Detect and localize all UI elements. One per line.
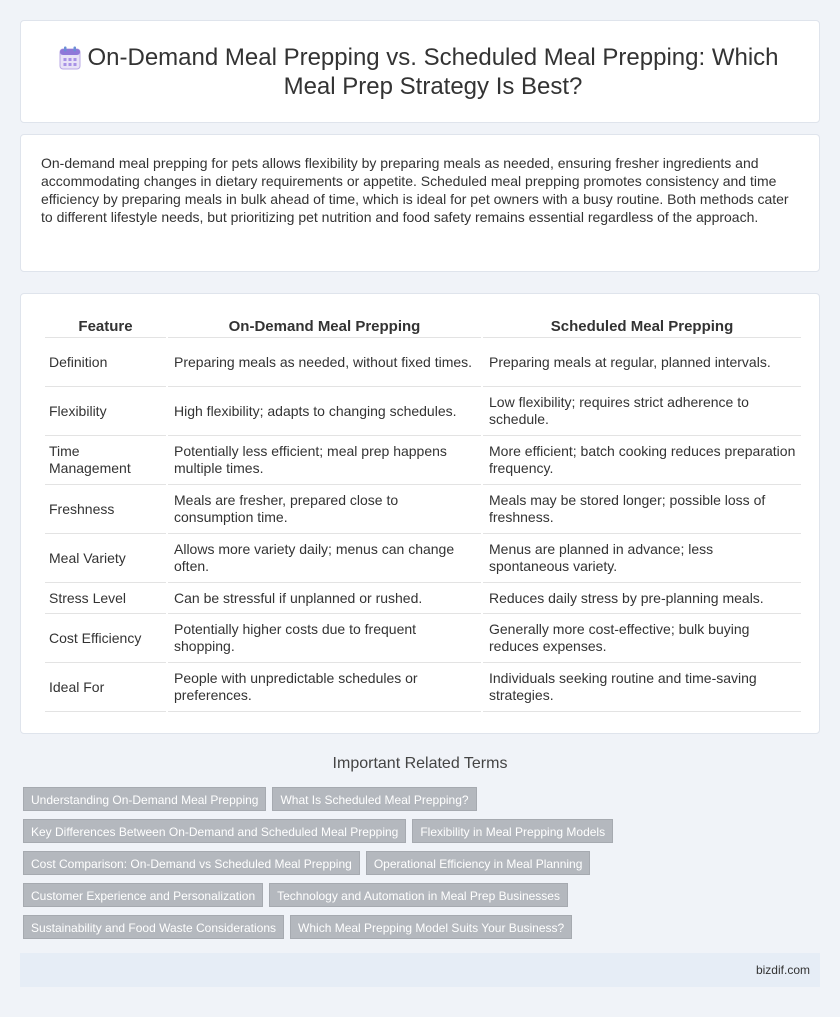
comparison-table	[43, 314, 803, 712]
related-term-link[interactable]: Customer Experience and Personalization	[23, 883, 263, 907]
column-header-on-demand: On-Demand Meal Prepping	[168, 314, 481, 338]
feature-cell: Freshness	[45, 485, 166, 534]
footer	[20, 953, 820, 987]
feature-cell: Cost Efficiency	[45, 614, 166, 663]
scheduled-cell: Preparing meals at regular, planned intervals.	[483, 338, 801, 387]
table-row	[45, 436, 801, 485]
on-demand-cell: People with unpredictable schedules or preferences.	[168, 663, 481, 712]
feature-cell: Flexibility	[45, 387, 166, 436]
feature-cell: Time Management	[45, 436, 166, 485]
scheduled-cell: Menus are planned in advance; less spontaneous variety.	[483, 534, 801, 583]
related-term-link[interactable]: Technology and Automation in Meal Prep Businesses	[269, 883, 568, 907]
scheduled-cell: Reduces daily stress by pre-planning meals.	[483, 583, 801, 614]
scheduled-cell: Generally more cost-effective; bulk buying reduces expenses.	[483, 614, 801, 663]
on-demand-cell: Can be stressful if unplanned or rushed.	[168, 583, 481, 614]
scheduled-cell: More efficient; batch cooking reduces preparation frequency.	[483, 436, 801, 485]
table-header-row	[45, 314, 801, 338]
title-card	[20, 20, 820, 123]
related-term-link[interactable]: Sustainability and Food Waste Considerations	[23, 915, 284, 939]
column-header-feature: Feature	[45, 314, 166, 338]
on-demand-cell: High flexibility; adapts to changing schedules.	[168, 387, 481, 436]
related-terms-list	[23, 787, 813, 947]
page-title: On-Demand Meal Prepping vs. Scheduled Meal Prepping: Which Meal Prep Strategy Is Best?	[87, 43, 779, 100]
feature-cell: Definition	[45, 338, 166, 387]
related-terms-row	[23, 787, 813, 811]
on-demand-cell: Potentially higher costs due to frequent shopping.	[168, 614, 481, 663]
table-row	[45, 387, 801, 436]
related-term-link[interactable]: Operational Efficiency in Meal Planning	[366, 851, 591, 875]
related-terms-row	[23, 915, 813, 939]
table-row	[45, 614, 801, 663]
related-terms-row	[23, 883, 813, 907]
table-row	[45, 583, 801, 614]
scheduled-cell: Individuals seeking routine and time-saving strategies.	[483, 663, 801, 712]
scheduled-cell: Low flexibility; requires strict adherence to schedule.	[483, 387, 801, 436]
feature-cell: Meal Variety	[45, 534, 166, 583]
related-term-link[interactable]: Flexibility in Meal Prepping Models	[412, 819, 613, 843]
feature-cell: Stress Level	[45, 583, 166, 614]
intro-paragraph: On-demand meal prepping for pets allows flexibility by preparing meals as needed, ensuring fresher ingredients and accommodating changes in dietary requirements or appetite. Scheduled meal prepping promotes consistency and time efficiency by preparing meals in bulk ahead of time, which is ideal for pet owners with a busy routine. Both methods cater to different lifestyle needs, but prioritizing pet nutrition and food safety remains essential regardless of the approach.	[41, 155, 789, 225]
table-row	[45, 485, 801, 534]
column-header-scheduled: Scheduled Meal Prepping	[483, 314, 801, 338]
scheduled-cell: Meals may be stored longer; possible loss of freshness.	[483, 485, 801, 534]
feature-cell: Ideal For	[45, 663, 166, 712]
intro-card	[20, 134, 820, 272]
comparison-table-card	[20, 293, 820, 734]
related-term-link[interactable]: Cost Comparison: On-Demand vs Scheduled Meal Prepping	[23, 851, 360, 875]
related-terms-row	[23, 819, 813, 843]
table-row	[45, 338, 801, 387]
table-row	[45, 534, 801, 583]
on-demand-cell: Potentially less efficient; meal prep happens multiple times.	[168, 436, 481, 485]
related-term-link[interactable]: Key Differences Between On-Demand and Scheduled Meal Prepping	[23, 819, 406, 843]
table-row	[45, 663, 801, 712]
on-demand-cell: Meals are fresher, prepared close to consumption time.	[168, 485, 481, 534]
related-term-link[interactable]: What Is Scheduled Meal Prepping?	[272, 787, 476, 811]
related-terms-row	[23, 851, 813, 875]
related-term-link[interactable]: Understanding On-Demand Meal Prepping	[23, 787, 266, 811]
on-demand-cell: Preparing meals as needed, without fixed times.	[168, 338, 481, 387]
related-terms-title: Important Related Terms	[332, 755, 508, 772]
footer-site-name: bizdif.com	[755, 963, 810, 977]
on-demand-cell: Allows more variety daily; menus can change often.	[168, 534, 481, 583]
calendar-icon	[59, 46, 81, 70]
related-term-link[interactable]: Which Meal Prepping Model Suits Your Business?	[290, 915, 572, 939]
